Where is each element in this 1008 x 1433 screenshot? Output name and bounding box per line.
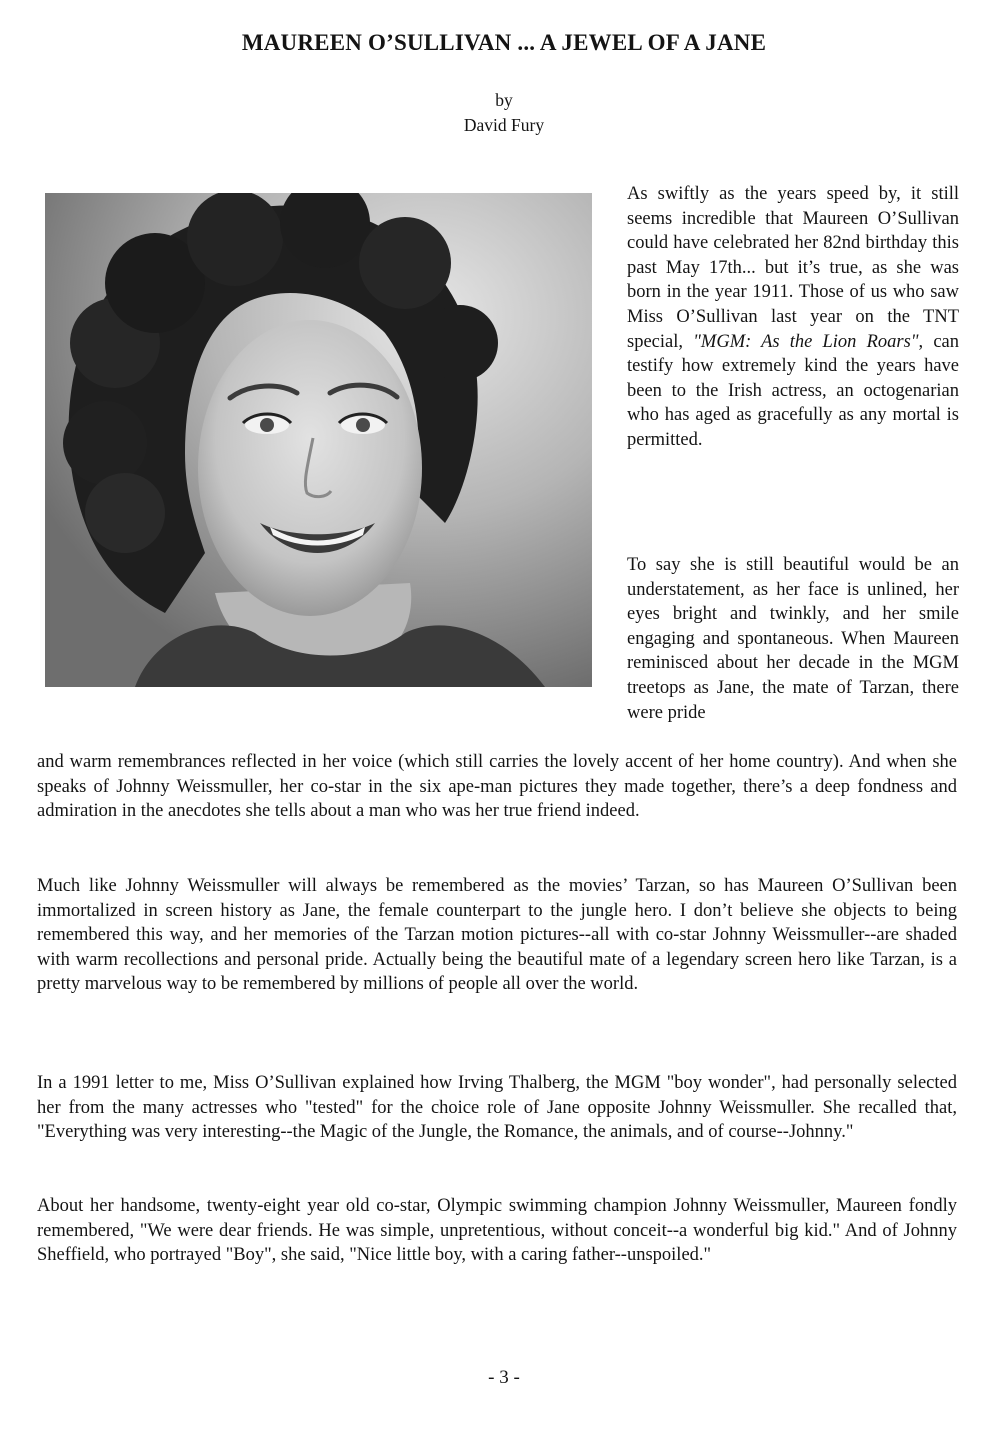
page-number: - 3 -: [488, 1367, 520, 1388]
intro-text-end: , can testify how extremely kind the years have been to the Irish actress, an octogenarian who has aged as gracefully as any mortal is permitted.: [627, 331, 959, 450]
remembered-paragraph: Much like Johnny Weissmuller will always be remembered as the movies’ Tarzan, so has Maureen O’Sullivan been immortalized in screen history as Jane, the female counterpart to the jungle hero. I don’t believe she objects to being remembered this way, and her memories of the Tarzan motion pictures--all with co-star Johnny Weissmuller--are shaded with warm recollections and personal pride. Actually being the beautiful mate of a legendary screen hero like Tarzan, is a pretty marvelous way to be remembered by millions of people all over the world.: [37, 876, 957, 995]
byline: [0, 88, 1008, 138]
intro-text: As swiftly as the years speed by, it still seems incredible that Maureen O’Sullivan could have celebrated her 82nd birthday this past May 17th... but it’s true, as she was born in the year 1911. Those of us who saw Miss O’Sullivan last year on the TNT special,: [627, 184, 959, 352]
portrait-photo: [45, 193, 592, 687]
tv-special-title: "MGM: As the Lion Roars": [693, 331, 919, 352]
beauty-paragraph-column: To say she is still beautiful would be an understatement, as her face is unlined, her eyes bright and twinkly, and her smile engaging and spontaneous. When Maureen reminisced about her decade in the MGM treetops as Jane, the mate of Tarzan, there were pride: [627, 555, 959, 723]
byline-by: by: [495, 90, 513, 110]
beauty-paragraph-continued: and warm remembrances reflected in her voice (which still carries the lovely accent of her home country). And when she speaks of Johnny Weissmuller, her co-star in the six ape-man pictures they made together, there’s a deep fondness and admiration in the anecdotes she tells about a man who was her true friend indeed.: [37, 752, 957, 822]
author-name: David Fury: [463, 115, 545, 135]
letter-paragraph: In a 1991 letter to me, Miss O’Sullivan explained how Irving Thalberg, the MGM "boy wonder", had personally selected her from the many actresses who "tested" for the choice role of Jane opposite Johnny Weissmuller. She recalled that, "Everything was very interesting--the Magic of the Jungle, the Romance, the animals, and of course--Johnny.": [37, 1073, 957, 1143]
intro-paragraph: [627, 182, 959, 453]
article-title: MAUREEN O’SULLIVAN ... A JEWEL OF A JANE: [241, 30, 767, 55]
costar-paragraph: About her handsome, twenty-eight year old co-star, Olympic swimming champion Johnny Weissmuller, Maureen fondly remembered, "We were dear friends. He was simple, unpretentious, without conceit--a wonderful big kid." And of Johnny Sheffield, who portrayed "Boy", she said, "Nice little boy, with a caring father--unspoiled.": [37, 1196, 957, 1266]
